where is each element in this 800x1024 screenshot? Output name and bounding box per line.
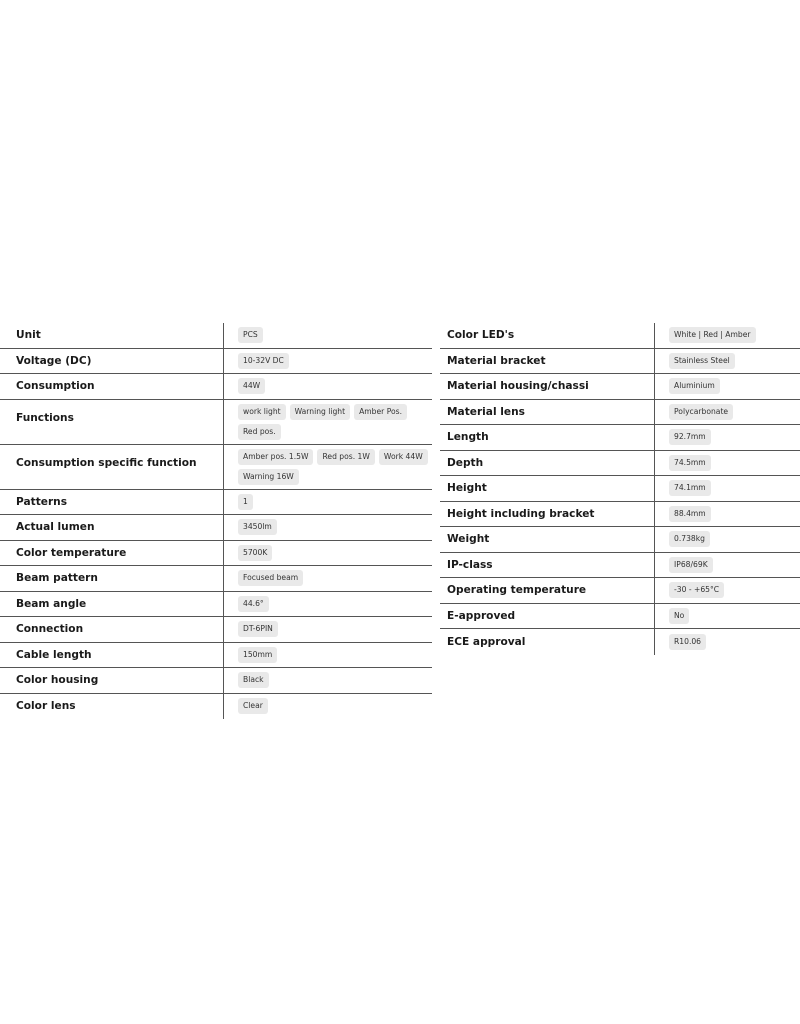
spec-values	[223, 323, 432, 348]
spec-values	[654, 400, 800, 425]
spec-row-beam-pattern	[0, 566, 432, 592]
spec-values	[223, 617, 432, 642]
spec-row-height-including-bracket	[440, 502, 800, 528]
spec-row-ece-approval	[440, 629, 800, 655]
spec-values	[223, 694, 432, 720]
value-chip: work light	[238, 404, 286, 420]
value-chip: 5700K	[238, 545, 272, 561]
value-chip: 44W	[238, 378, 265, 394]
value-chip: Polycarbonate	[669, 404, 733, 420]
spec-values	[654, 604, 800, 629]
value-chip: DT-6PIN	[238, 621, 278, 637]
spec-label: Actual lumen	[16, 521, 95, 534]
spec-row-length	[440, 425, 800, 451]
spec-values	[654, 553, 800, 578]
spec-values	[223, 541, 432, 566]
spec-row-ip-class	[440, 553, 800, 579]
spec-label: E-approved	[447, 609, 516, 622]
spec-row-material-bracket	[440, 349, 800, 375]
spec-table-right	[440, 323, 800, 655]
value-chip: 92.7mm	[669, 429, 711, 445]
value-chip: Focused beam	[238, 570, 303, 586]
spec-row-beam-angle	[0, 592, 432, 618]
spec-values	[223, 668, 432, 693]
spec-values	[654, 502, 800, 527]
spec-values	[654, 323, 800, 348]
spec-label: Consumption specific function	[16, 456, 197, 469]
spec-values	[223, 490, 432, 515]
value-chip: 3450lm	[238, 519, 277, 535]
value-chip: Warning light	[290, 404, 350, 420]
spec-row-functions	[0, 400, 432, 445]
spec-label: Height	[447, 482, 487, 495]
spec-values	[223, 592, 432, 617]
spec-values	[223, 445, 432, 489]
value-chip: Clear	[238, 698, 268, 714]
spec-values	[223, 515, 432, 540]
spec-label: Connection	[16, 623, 84, 636]
value-chip: Black	[238, 672, 269, 688]
spec-row-height	[440, 476, 800, 502]
spec-row-color-temperature	[0, 541, 432, 567]
spec-row-color-housing	[0, 668, 432, 694]
spec-row-operating-temperature	[440, 578, 800, 604]
spec-label: Beam pattern	[16, 572, 98, 585]
spec-row-actual-lumen	[0, 515, 432, 541]
value-chip: 74.1mm	[669, 480, 711, 496]
value-chip: 88.4mm	[669, 506, 711, 522]
value-chip: Red pos. 1W	[317, 449, 374, 465]
value-chip: R10.06	[669, 634, 706, 650]
spec-label: Color lens	[16, 700, 76, 713]
spec-values	[223, 643, 432, 668]
spec-row-patterns	[0, 490, 432, 516]
value-chip: 0.738kg	[669, 531, 710, 547]
spec-row-weight	[440, 527, 800, 553]
value-chip: 44.6°	[238, 596, 269, 612]
spec-label: Cable length	[16, 648, 92, 661]
spec-label: Height including bracket	[447, 507, 595, 520]
spec-row-unit	[0, 323, 432, 349]
value-chip: Red pos.	[238, 424, 281, 440]
spec-values	[654, 349, 800, 374]
spec-label: Unit	[16, 329, 41, 342]
spec-values	[223, 349, 432, 374]
spec-label: Patterns	[16, 495, 68, 508]
spec-values	[223, 400, 432, 444]
spec-label: Material housing/chassi	[447, 380, 589, 393]
spec-label: Material bracket	[447, 354, 546, 367]
spec-row-connection	[0, 617, 432, 643]
spec-label: Weight	[447, 533, 490, 546]
spec-table-left	[0, 323, 432, 719]
value-chip: 10-32V DC	[238, 353, 289, 369]
spec-label: Length	[447, 431, 489, 444]
value-chip: Amber pos. 1.5W	[238, 449, 313, 465]
spec-values	[654, 629, 800, 655]
spec-row-consumption-specific-function	[0, 445, 432, 490]
spec-values	[654, 374, 800, 399]
spec-label: Material lens	[447, 405, 525, 418]
spec-row-cable-length	[0, 643, 432, 669]
value-chip: 1	[238, 494, 253, 510]
spec-values	[223, 374, 432, 399]
spec-label: Voltage (DC)	[16, 354, 92, 367]
spec-values	[654, 425, 800, 450]
spec-label: Depth	[447, 456, 484, 469]
spec-values	[654, 451, 800, 476]
value-chip: Amber Pos.	[354, 404, 407, 420]
spec-row-consumption	[0, 374, 432, 400]
spec-row-depth	[440, 451, 800, 477]
spec-label: Functions	[16, 411, 74, 424]
value-chip: -30 - +65°C	[669, 582, 724, 598]
spec-label: Consumption	[16, 380, 95, 393]
value-chip: 74.5mm	[669, 455, 711, 471]
spec-row-material-housing-chassi	[440, 374, 800, 400]
spec-values	[654, 527, 800, 552]
spec-label: Color LED's	[447, 329, 515, 342]
spec-values	[654, 578, 800, 603]
spec-row-voltage-dc	[0, 349, 432, 375]
value-chip: Work 44W	[379, 449, 428, 465]
spec-label: Beam angle	[16, 597, 87, 610]
value-chip: No	[669, 608, 689, 624]
spec-label: Color housing	[16, 674, 99, 687]
spec-row-material-lens	[440, 400, 800, 426]
spec-label: ECE approval	[447, 635, 526, 648]
spec-values	[654, 476, 800, 501]
value-chip: 150mm	[238, 647, 277, 663]
value-chip: PCS	[238, 327, 263, 343]
value-chip: Aluminium	[669, 378, 720, 394]
spec-label: IP-class	[447, 558, 493, 571]
spec-label: Color temperature	[16, 546, 127, 559]
value-chip: IP68/69K	[669, 557, 713, 573]
value-chip: White | Red | Amber	[669, 327, 756, 343]
spec-values	[223, 566, 432, 591]
value-chip: Warning 16W	[238, 469, 299, 485]
spec-row-e-approved	[440, 604, 800, 630]
spec-row-color-led-s	[440, 323, 800, 349]
value-chip: Stainless Steel	[669, 353, 735, 369]
spec-label: Operating temperature	[447, 584, 587, 597]
spec-row-color-lens	[0, 694, 432, 720]
